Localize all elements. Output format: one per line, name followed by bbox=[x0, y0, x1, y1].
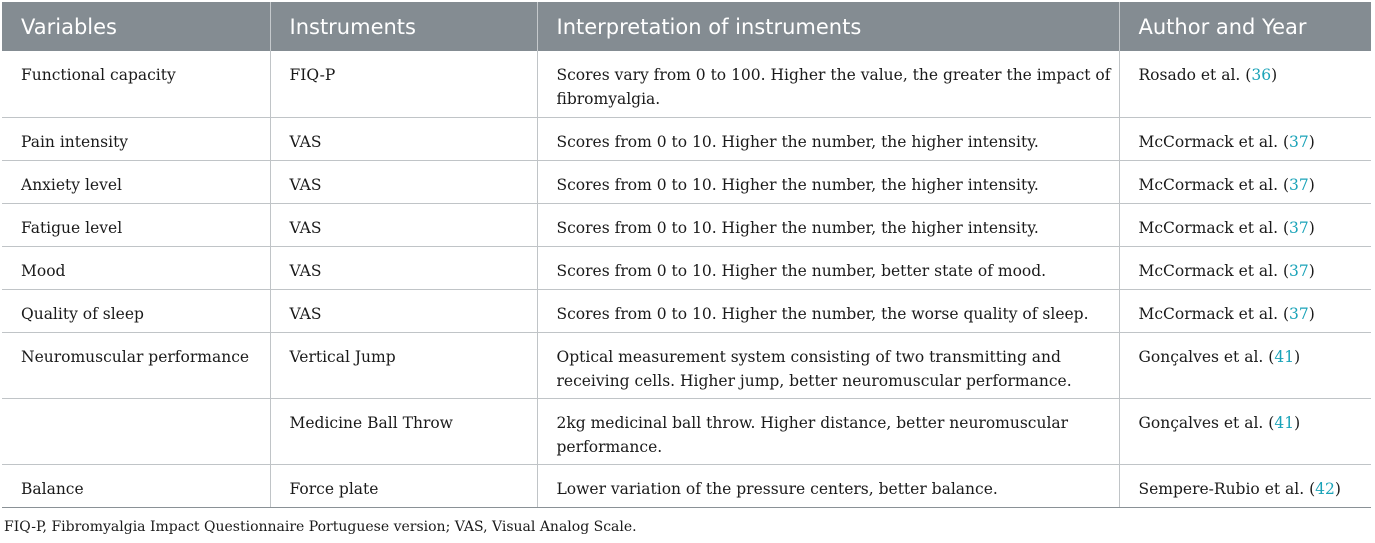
reference-link[interactable]: 42 bbox=[1315, 479, 1335, 498]
cell-interpretation: Scores from 0 to 10. Higher the number, the higher intensity. bbox=[537, 117, 1119, 160]
cell-instrument: Vertical Jump bbox=[270, 332, 537, 398]
reference-link[interactable]: 37 bbox=[1289, 304, 1309, 323]
cell-instrument: VAS bbox=[270, 246, 537, 289]
cell-author: McCormack et al. (37) bbox=[1119, 246, 1371, 289]
cell-instrument: VAS bbox=[270, 160, 537, 203]
table-row bbox=[2, 160, 1371, 203]
table-row bbox=[2, 51, 1371, 117]
cell-variable: Neuromuscular performance bbox=[2, 332, 270, 398]
cell-author: McCormack et al. (37) bbox=[1119, 203, 1371, 246]
author-name: Sempere-Rubio et al. bbox=[1138, 479, 1305, 498]
header-variables: Variables bbox=[2, 2, 270, 51]
cell-instrument: FIQ-P bbox=[270, 51, 537, 117]
table-row bbox=[2, 246, 1371, 289]
cell-interpretation: 2kg medicinal ball throw. Higher distance, better neuromuscular performance. bbox=[537, 398, 1119, 464]
header-interpretation: Interpretation of instruments bbox=[537, 2, 1119, 51]
reference-link[interactable]: 41 bbox=[1274, 347, 1295, 366]
cell-author: Gonçalves et al. (41) bbox=[1119, 332, 1371, 398]
cell-variable: Pain intensity bbox=[2, 117, 270, 160]
reference-link[interactable]: 41 bbox=[1274, 413, 1295, 432]
reference-link[interactable]: 37 bbox=[1289, 218, 1309, 237]
cell-variable: Quality of sleep bbox=[2, 289, 270, 332]
cell-interpretation: Scores from 0 to 10. Higher the number, better state of mood. bbox=[537, 246, 1119, 289]
author-name: McCormack et al. bbox=[1138, 132, 1279, 151]
cell-instrument: Force plate bbox=[270, 464, 537, 507]
cell-author: Gonçalves et al. (41) bbox=[1119, 398, 1371, 464]
table-row bbox=[2, 332, 1371, 398]
cell-author: Rosado et al. (36) bbox=[1119, 51, 1371, 117]
author-name: McCormack et al. bbox=[1138, 175, 1279, 194]
reference-link[interactable]: 37 bbox=[1289, 132, 1309, 151]
author-name: Gonçalves et al. bbox=[1138, 413, 1264, 432]
author-name: McCormack et al. bbox=[1138, 304, 1279, 323]
cell-author: McCormack et al. (37) bbox=[1119, 117, 1371, 160]
cell-instrument: VAS bbox=[270, 117, 537, 160]
table-row bbox=[2, 117, 1371, 160]
cell-interpretation: Scores from 0 to 10. Higher the number, the higher intensity. bbox=[537, 160, 1119, 203]
cell-variable: Anxiety level bbox=[2, 160, 270, 203]
table-footnote: FIQ-P, Fibromyalgia Impact Questionnaire Portuguese version; VAS, Visual Analog Scale. bbox=[4, 519, 637, 535]
cell-variable: Functional capacity bbox=[2, 51, 270, 117]
author-name: McCormack et al. bbox=[1138, 218, 1279, 237]
header-row bbox=[2, 2, 1371, 51]
cell-variable: Fatigue level bbox=[2, 203, 270, 246]
table-row bbox=[2, 464, 1371, 507]
cell-instrument: VAS bbox=[270, 289, 537, 332]
reference-link[interactable]: 37 bbox=[1289, 175, 1309, 194]
cell-author: McCormack et al. (37) bbox=[1119, 160, 1371, 203]
author-name: Gonçalves et al. bbox=[1138, 347, 1264, 366]
author-name: Rosado et al. bbox=[1138, 66, 1241, 84]
header-author-year: Author and Year bbox=[1119, 2, 1371, 51]
cell-author: McCormack et al. (37) bbox=[1119, 289, 1371, 332]
instruments-table-container bbox=[2, 2, 1371, 508]
cell-interpretation: Scores vary from 0 to 100. Higher the value, the greater the impact of fibromyalgia. bbox=[537, 51, 1119, 117]
table-row bbox=[2, 203, 1371, 246]
cell-instrument: Medicine Ball Throw bbox=[270, 398, 537, 464]
cell-interpretation: Scores from 0 to 10. Higher the number, the higher intensity. bbox=[537, 203, 1119, 246]
instruments-table bbox=[2, 2, 1371, 508]
table-row bbox=[2, 398, 1371, 464]
cell-variable: Balance bbox=[2, 464, 270, 507]
reference-link[interactable]: 36 bbox=[1251, 66, 1272, 84]
cell-instrument: VAS bbox=[270, 203, 537, 246]
reference-link[interactable]: 37 bbox=[1289, 261, 1309, 280]
author-name: McCormack et al. bbox=[1138, 261, 1279, 280]
table-row bbox=[2, 289, 1371, 332]
cell-interpretation: Optical measurement system consisting of two transmitting and receiving cells. Higher jump, better neuromuscular performance. bbox=[537, 332, 1119, 398]
cell-variable bbox=[2, 398, 270, 464]
cell-variable: Mood bbox=[2, 246, 270, 289]
header-instruments: Instruments bbox=[270, 2, 537, 51]
cell-author: Sempere-Rubio et al. (42) bbox=[1119, 464, 1371, 507]
cell-interpretation: Scores from 0 to 10. Higher the number, the worse quality of sleep. bbox=[537, 289, 1119, 332]
cell-interpretation: Lower variation of the pressure centers, better balance. bbox=[537, 464, 1119, 507]
